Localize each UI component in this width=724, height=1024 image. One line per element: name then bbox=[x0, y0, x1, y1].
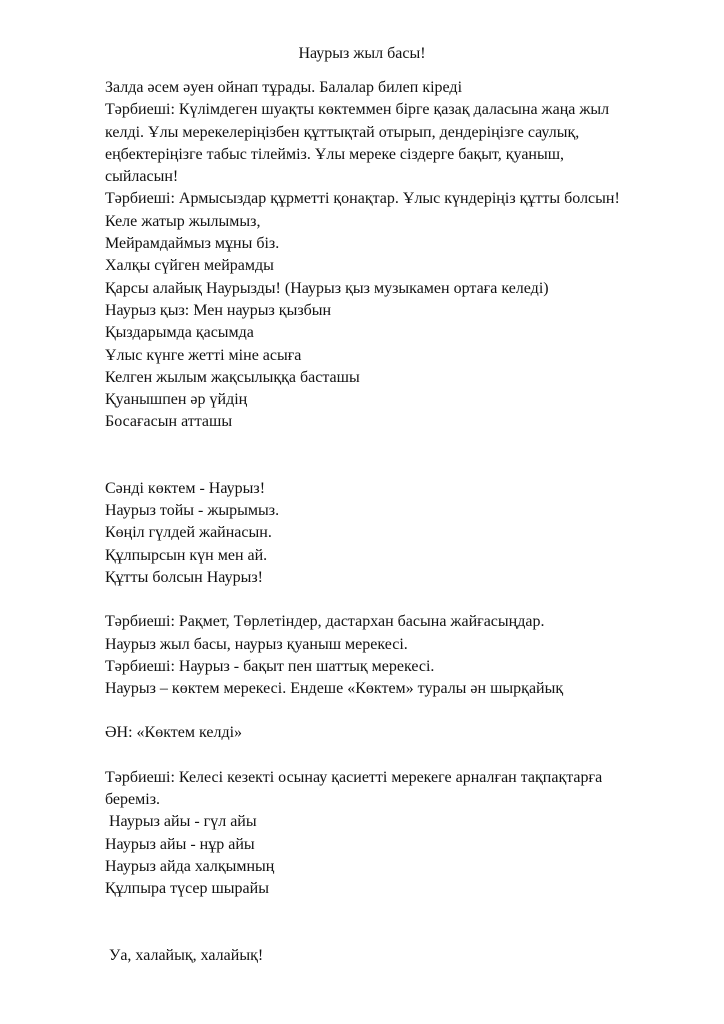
poem-line: Наурыз айы - нұр айы bbox=[105, 835, 255, 853]
paragraph-block-2 bbox=[105, 611, 665, 700]
text-line: Тәрбиеші: Күлімдеген шуақты көктеммен бірге қазақ даласына жаңа жыл bbox=[105, 101, 610, 119]
final-line: Уа, халайық, халайық! bbox=[105, 946, 264, 964]
spacer bbox=[105, 589, 665, 611]
text-line: келді. Ұлы мерекелеріңізбен құттықтай отырып, дендеріңізге саулық, bbox=[105, 123, 580, 141]
text-line: Қуанышпен әр үйдің bbox=[105, 391, 248, 409]
paragraph-block-1 bbox=[105, 77, 665, 434]
document-title: Наурыз жыл басы! bbox=[298, 45, 426, 62]
text-line: Босағасын атташы bbox=[105, 413, 233, 431]
spacer bbox=[105, 434, 665, 478]
spacer bbox=[105, 745, 665, 767]
text-line: Қыздарымда қасымда bbox=[105, 324, 254, 342]
poem-line: Құлпырсын күн мен ай. bbox=[105, 546, 268, 564]
poem-line: Құлпыра түсер шырайы bbox=[105, 880, 269, 898]
text-line: Тәрбиеші: Армысыздар құрметті қонақтар. Ұлыс күндеріңіз құтты болсын! bbox=[105, 190, 620, 208]
text-line: еңбектеріңізге табыс тілейміз. Ұлы мереке сіздерге бақыт, қуаныш, bbox=[105, 145, 565, 163]
text-line: Мейрамдаймыз мұны біз. bbox=[105, 235, 280, 253]
text-line: Залда әсем әуен ойнап тұрады. Балалар билеп кіреді bbox=[105, 79, 463, 96]
text-line: сыйласын! bbox=[105, 168, 179, 186]
text-line: Қарсы алайық Наурызды! (Наурыз қыз музыкамен ортаға келеді) bbox=[105, 279, 549, 297]
poem-line: Сәнді көктем - Наурыз! bbox=[105, 479, 266, 497]
text-line: Келе жатыр жылымыз, bbox=[105, 212, 261, 230]
text-line: Ұлыс күнге жетті міне асыға bbox=[105, 346, 302, 364]
poem-line: Наурыз тойы - жырымыз. bbox=[105, 502, 280, 520]
poem-line: Наурыз айда халқымның bbox=[105, 857, 275, 875]
song-line: ӘН: «Көктем келді» bbox=[105, 724, 243, 742]
text-line: Келген жылым жақсылыққа басташы bbox=[105, 368, 360, 386]
poem-line: Көңіл гүлдей жайнасын. bbox=[105, 524, 272, 542]
paragraph-block-3 bbox=[105, 767, 665, 901]
text-line: Наурыз қыз: Мен наурыз қызбын bbox=[105, 301, 332, 319]
text-line: Тәрбиеші: Келесі кезекті осынау қасиетті мерекеге арналған тақпақтарға bbox=[105, 768, 603, 786]
text-line: Наурыз жыл басы, наурыз қуаныш мерекесі. bbox=[105, 635, 408, 653]
spacer bbox=[105, 901, 665, 945]
text-line: Халқы сүйген мейрамды bbox=[105, 257, 274, 275]
text-line: береміз. bbox=[105, 791, 161, 809]
poem-line: Наурыз айы - гүл айы bbox=[105, 813, 257, 831]
poem-line: Құтты болсын Наурыз! bbox=[105, 568, 263, 586]
spacer bbox=[105, 700, 665, 722]
document-body bbox=[105, 77, 665, 967]
poem-block-1 bbox=[105, 478, 665, 589]
text-line: Тәрбиеші: Наурыз - бақыт пен шаттық мерекесі. bbox=[105, 657, 435, 675]
text-line: Наурыз – көктем мерекесі. Ендеше «Көктем» туралы ән шырқайық bbox=[105, 680, 564, 698]
text-line: Тәрбиеші: Рақмет, Төрлетіндер, дастархан басына жайғасыңдар. bbox=[105, 613, 545, 631]
